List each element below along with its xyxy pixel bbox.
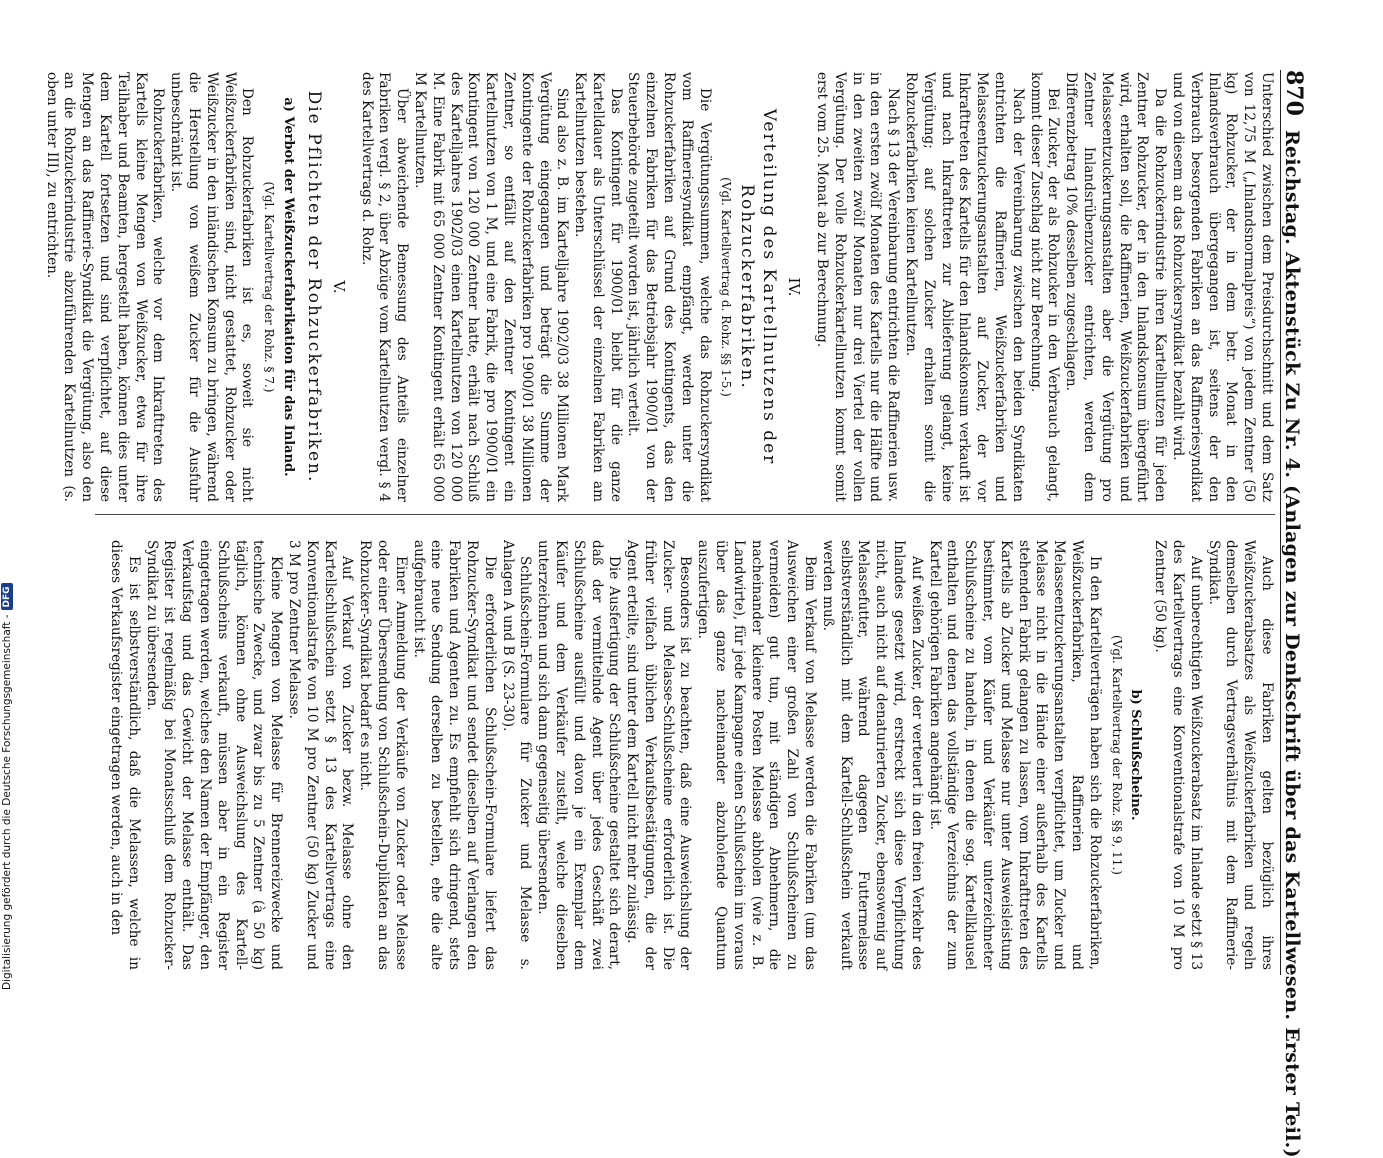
section-number: IV. <box>785 277 804 297</box>
page-number: 870 <box>1281 70 1307 116</box>
paragraph: Da die Rohzuckerindustrie ihren Kartellnutzen für jeden Zentner Rohzucker, der in den Inlandskonsum übergeführt wird, erhalten soll, die Raffinerien, Weißzuckerfabriken und Melasseentzuckerungsanstalten aber die Vergütung pro Zentner Inlandsrübenzucker entrichten, werden dem Differenzbetrag 10% desselben zugeschlagen. <box>1063 72 1169 502</box>
paragraph: Einer Anmeldung der Verkäufe von Zucker oder Melasse oder einer Übersendung von Schlußschein-Duplikaten an das Rohzucker-Syndikat bedarf es nicht. <box>357 540 409 970</box>
section-reference: (Vgl. Kartellvertrag der Rohz. § 7.) <box>262 181 277 393</box>
paragraph: Unterschied zwischen dem Preisdurchschnitt und dem Satz von 12,75 M („Inlandsnormalpreis“) von jedem Zentner (50 kg) Rohzucker, der in dem betr. Monat in den Inlandsverbrauch übergegangen ist, seitens der den Verbrauch besorgenden Fabriken an das Raffineriesyndikat und von diesem an das Rohzuckersyndikat bezahlt wird. <box>1170 72 1275 502</box>
section-reference: (Vgl. Kartellvertrag d. Rohz. §§ 1-5.) <box>719 177 734 397</box>
dfg-logo: DFG <box>1 583 13 610</box>
paragraph: Sind also z. B. im Kartelljahre 1902/03 38 Millionen Mark Vergütung eingegangen und beträgt die Summe der Kontingente der Rohzuckerfabriken pro 1900/01 38 Millionen Zentner, so entfällt auf den Zentner Kontingent ein Kartellnutzen von 1 M, und eine Fabrik, die pro 1900/01 ein Kontingent von 120 000 Zentner hatte, erhält nach Schluß des Kartelljahres 1902/03 einen Kartellnutzen von 120 000 M. Eine Fabrik mit 65 000 Zentner Kontingent erhält 65 000 M Kartellnutzen. <box>411 72 571 502</box>
paragraph: Auf unberechtigten Weißzuckerabsatz im Inlande setzt § 13 des Kartellvertrags eine Konventionalstrafe von 10 M pro Zentner (50 kg). <box>1152 540 1204 970</box>
section-reference: (Vgl. Kartellvertrag der Rohz. §§ 9, 11.) <box>1109 635 1124 875</box>
paragraph: Die erforderlichen Schlußschein-Formulare liefert das Rohzucker-Syndikat und sendet dieselben auf Verlangen den Fabriken und Agenten zu. Es empfiehlt sich dringend, stets eine neue Sendung derselben zu bestellen, ehe die alte aufgebraucht ist. <box>410 540 498 970</box>
section-title: Verteilung des Kartellnutzens der Rohzuckerfabriken. <box>737 108 780 466</box>
paragraph: Auf Verkauf von Zucker bezw. Melasse ohne den Kartellschlußschein setzt § 13 des Kartellvertrags eine Konventionalstrafe von 10 M pro Zentner (50 kg) Zucker und 3 M pro Zentner Melasse. <box>285 540 356 970</box>
subsection-title: b) Schlußscheine. <box>1128 689 1144 821</box>
paragraph: Die Ausfertigung der Schlußscheine gestaltet sich derart, daß der vermittelnde Agent über jedes Geschäft zwei Schlußscheine ausfüllt und davon je ein Exemplar dem Käufer und dem Verkäufer zustellt, welche dieselben unterzeichnen und sich dann gegenseitig übersenden. <box>535 540 623 970</box>
section-title: Die Pflichten der Rohzuckerfabriken. <box>303 90 324 484</box>
paragraph: Die Vergütungssummen, welche das Rohzuckersyndikat vom Raffineriesyndikat empfängt, werden unter die Rohzuckerfabriken auf Grund des Kontingents, das den einzelnen Fabriken für das Betriebsjahr 1900/01 von der Steuerbehörde zugeteilt worden ist, jährlich verteilt. <box>625 72 713 502</box>
paragraph: Das Kontingent für 1900/01 bleibt für die ganze Kartelldauer als Unterschlüssel der einzelnen Fabriken am Kartellnutzen bestehen. <box>572 72 624 502</box>
paragraph: Kleine Mengen von Melasse für Brennereizwecke und technische Zwecke, und zwar bis zu 5 Zentner (à 50 kg) täglich, können ohne Ausweichslung des Kartell-Schlußscheins verkauft, müssen aber in ein Register eingetragen werden, welches den Namen der Empfänger, den Verkaufstag und das Gewicht der Melasse enthält. Das Register ist regelmäßig bei Monatsschluß dem Rohzucker-Syndikat zu übersenden. <box>143 540 285 970</box>
paragraph: Rohzuckerfabriken, welche vor dem Inkrafttreten des Kartells kleine Mengen von Weißzucker, etwa für ihre Teilhaber und Beamten, hergestellt haben, können dies unter dem Kartell fortsetzen und sind verpflichtet, auf diese Mengen an das Raffinerie-Syndikat die Vergütung, also den an die Rohzuckerindustrie abzuführenden Kartellnutzen (s. oben unter III), zu entrichten. <box>43 72 167 502</box>
paragraph: Auf weißen Zucker, der verteuert in den freien Verkehr des Inlandes gesetzt wird, erstreckt sich diese Verpflichtung nicht, auch nicht auf denaturierten Zucker, ebensowenig auf Melassefutter, während dagegen Futtermelasse selbstverständlich mit dem Kartell-Schlußschein verkauft werden muß. <box>819 540 925 970</box>
paragraph: Über abweichende Bemessung des Anteils einzelner Fabriken vergl. § 2, über Abzüge vom Kartellnutzen vergl. § 4 des Kartellvertrags d. Rohz. <box>358 72 411 502</box>
paragraph: Nach § 13 der Vereinbarung entrichten die Raffinerien usw. in den ersten zwölf Monaten des Kartells nur die Hälfte und in den zweiten zwölf Monaten nur drei Viertel der vollen Vergütung. Der volle Rohzuckerkartellnutzen kommt somit erst vom 25. Monat ab zur Berechnung. <box>814 72 902 502</box>
section-number: V. <box>329 280 348 294</box>
credit-text: Digitalisierung gefördert durch die Deutsche Forschungsgemeinschaft - <box>1 614 13 990</box>
left-column <box>42 72 1275 502</box>
paragraph: Bei Zucker, der als Rohzucker in den Verbrauch gelangt, kommt dieser Zuschlag nicht zur Berechnung. <box>1027 72 1062 502</box>
paragraph: Den Rohzuckerfabriken ist es, soweit sie nicht Weißzuckerfabriken sind, nicht gestattet, Rohzucker oder Weißzucker in den inländischen Konsum zu bringen, während die Herstellung von weißem Zucker für die Ausfuhr unbeschränkt ist. <box>168 72 256 502</box>
paragraph: Beim Verkauf von Melasse werden die Fabriken (um das Ausweichen einer großen Zahl von Schlußscheinen zu vermeiden) gut tun, mit ständigen Abnehmern, die nacheinander kleinere Posten Melasse abholen (wie z. B. Landwirte), für jede Kampagne einen Schlußschein im voraus über das ganze nacheinander abzuholende Quantum auszufertigen. <box>695 540 819 970</box>
paragraph: Auch diese Fabriken gelten bezüglich ihres Weißzuckerabsatzes als Weißzuckerfabriken und regeln demselben durch Vertragsverhältnis mit dem Raffinerie-Syndikat. <box>1205 540 1275 970</box>
paragraph: In den Kartellverträgen haben sich die Rohzuckerfabriken, Weißzuckerfabriken, Raffinerien und Melasseentzuckerungsanstalten verpflichtet, um Zucker und Melasse nicht in die Hände einer außerhalb des Kartells stehenden Fabrik gelangen zu lassen, vom Inkrafttreten des Kartells ab Zucker und Melasse nur unter Ausweisleistung bestimmter, vom Käufer und Verkäufer unterzeichneter Schlußscheine zu handeln, in denen die sog. Kartellklausel enthalten und denen das vollständige Verzeichnis der zum Kartell gehörigen Fabriken angehängt ist. <box>926 540 1103 970</box>
paragraph: Schlußschein-Formulare für Zucker und Melasse s. Anlagen A und B (S. 23-30). <box>499 540 534 970</box>
right-column <box>106 540 1275 970</box>
column-divider <box>95 514 1275 515</box>
paragraph: Es ist selbstverständlich, daß die Melassen, welche in dieses Verkaufsregister eingetragen werden, auch in den <box>108 540 142 970</box>
page-header <box>1280 70 1321 1158</box>
subsection-title: a) Verbot der Weißzuckerfabrikation für das Inland. <box>280 97 296 477</box>
paragraph: Besonders ist zu beachten, daß eine Ausweichslung der Zucker- und Melasse-Schlußscheine erforderlich ist. Die früher vielfach üblichen Verkaufsbestätigungen, die der Agent erteilte, sind unter dem Kartell nicht mehr zulässig. <box>624 540 694 970</box>
digitization-credit <box>0 570 16 990</box>
running-title: Reichstag. Aktenstück Zu Nr. 4. (Anlagen zur Denkschrift über das Kartellwesen. Erster Teil.) <box>1281 129 1303 1158</box>
paragraph: Nach der Vereinbarung zwischen den beiden Syndikaten entrichten die Raffinerien, Weißzuckerfabriken und Melasseentzuckerungsanstalten auf Zucker, der vor Inkrafttreten des Kartells für den Inlandskonsum verkauft ist und nach Inkrafttreten zur Ablieferung gelangt, keine Vergütung; auf solchen Zucker erhalten somit die Rohzuckerfabriken keinen Kartellnutzen. <box>903 72 1026 502</box>
